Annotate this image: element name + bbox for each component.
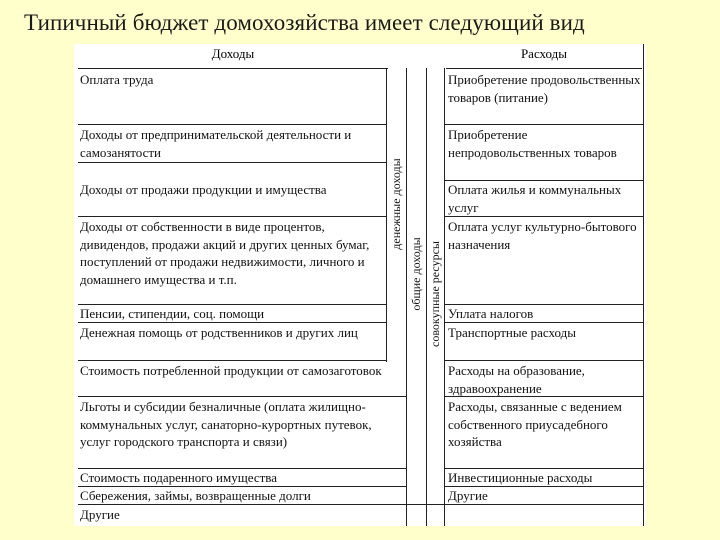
divider <box>406 68 407 526</box>
expense-item: Оплата жилья и коммунальных услуг <box>448 182 622 215</box>
expense-item: Другие <box>448 488 488 503</box>
income-item: Сбережения, займы, возвращенные долги <box>80 488 311 503</box>
divider <box>444 360 643 361</box>
divider <box>386 68 387 362</box>
income-item: Доходы от собственности в виде процентов, дивидендов, продажи акций и других ценных бумаг, поступлений от продажи недвижимости, личного и домашнего имущества и т.п. <box>80 219 370 287</box>
divider <box>444 216 643 217</box>
expense-item: Оплата услуг культурно-бытового назначения <box>448 219 637 252</box>
income-header: Доходы <box>78 44 388 69</box>
divider <box>444 68 445 526</box>
divider <box>78 216 386 217</box>
income-item: Льготы и субсидии безналичные (оплата жилищно-коммунальных услуг, санаторно-курортных путевок, услуг городского транспорта и связи) <box>80 399 372 449</box>
expense-item: Транспортные расходы <box>448 325 576 340</box>
slide-title: Типичный бюджет домохозяйства имеет следующий вид <box>24 10 585 35</box>
divider <box>444 124 643 125</box>
income-item: Пенсии, стипендии, соц. помощи <box>80 306 265 321</box>
total-resources-label: совокупные ресурсы <box>428 241 442 347</box>
divider <box>78 124 386 125</box>
expense-item: Расходы, связанные с ведением собственного приусадебного хозяйства <box>448 399 622 449</box>
expense-item: Приобретение непродовольственных товаров <box>448 127 617 160</box>
expense-item: Уплата налогов <box>448 306 534 321</box>
income-item: Оплата труда <box>80 72 154 87</box>
expenses-header: Расходы <box>446 44 642 69</box>
divider <box>78 360 386 361</box>
expense-item: Приобретение продовольственных товаров (питание) <box>448 72 641 105</box>
expense-item: Инвестиционные расходы <box>448 470 593 485</box>
money-income-label: денежные доходы <box>389 158 403 250</box>
income-item: Доходы от предпринимательской деятельности и самозанятости <box>80 127 352 160</box>
income-item: Другие <box>80 507 120 522</box>
income-item: Денежная помощь от родственников и других лиц <box>80 325 358 340</box>
income-item: Стоимость подаренного имущества <box>80 470 278 485</box>
divider <box>426 68 427 526</box>
divider <box>78 162 386 163</box>
income-item: Доходы от продажи продукции и имущества <box>80 182 327 197</box>
expense-item: Расходы на образование, здравоохранение <box>448 363 585 396</box>
total-income-label: общие доходы <box>409 237 423 311</box>
budget-table <box>74 44 646 526</box>
income-item: Стоимость потребленной продукции от самозаготовок <box>80 363 382 378</box>
divider <box>78 396 406 397</box>
divider <box>643 44 644 526</box>
